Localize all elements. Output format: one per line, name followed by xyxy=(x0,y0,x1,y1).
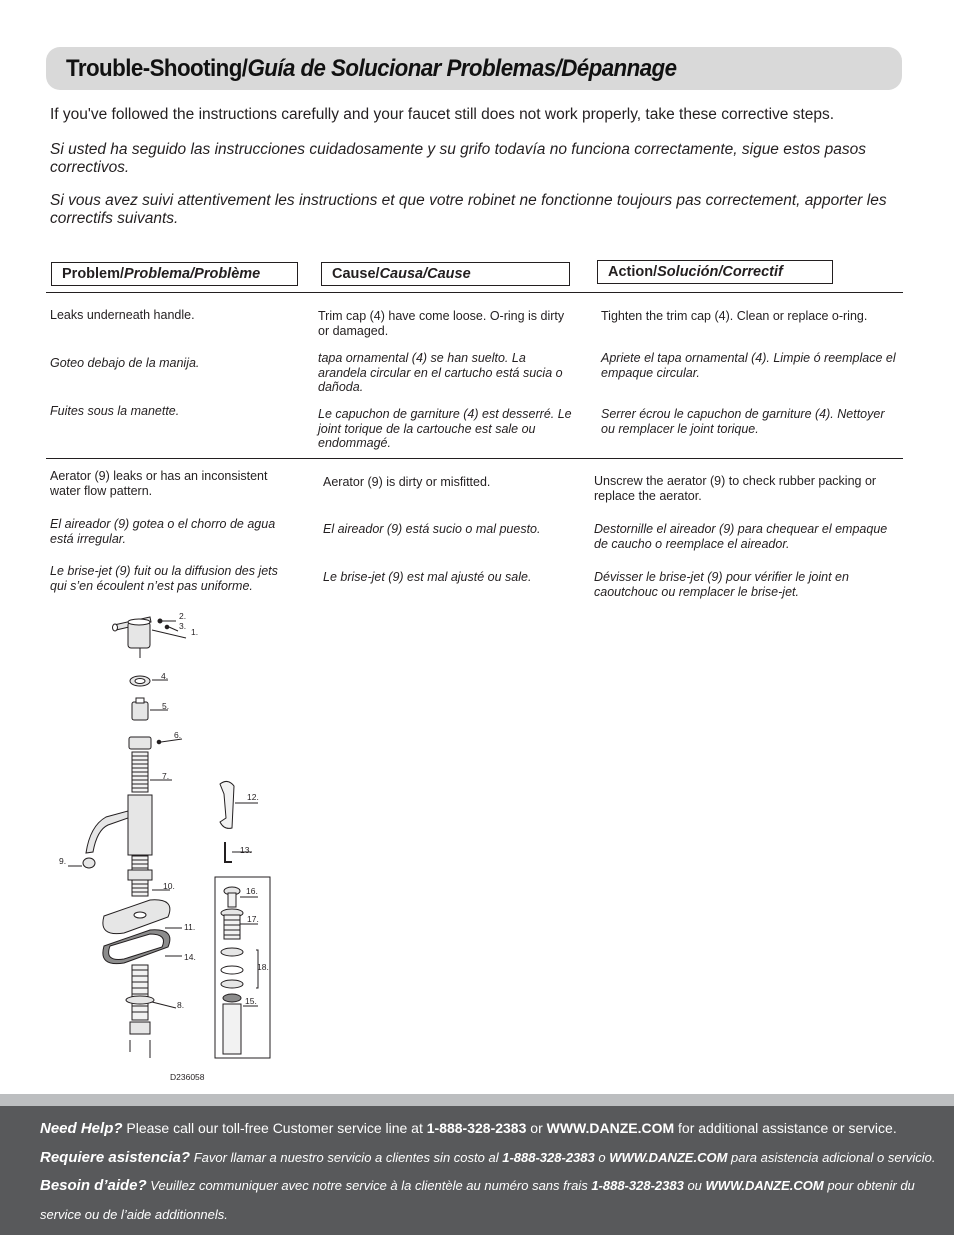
row1-action-es: Apriete el tapa ornamental (4). Limpie ó reemplace el empaque circular. xyxy=(601,351,896,380)
callout-9: 9. xyxy=(59,856,67,866)
callout-10: 10. xyxy=(163,881,175,891)
table-divider-top xyxy=(46,292,903,293)
header-action: Action/Solución/Correctif xyxy=(597,260,833,284)
intro-english: If you've followed the instructions carefully and your faucet still does not work properly, take these corrective steps. xyxy=(50,106,835,123)
callout-17: 17. xyxy=(247,914,259,924)
callout-14: 14. xyxy=(184,952,196,962)
callout-4: 4. xyxy=(161,671,169,681)
help-line-english: Need Help? Please call our toll-free Customer service line at 1-888-328-2383 or WWW.DANZE.COM for additional assistance or service. xyxy=(40,1120,897,1137)
help-phone-es: 1-888-328-2383 xyxy=(502,1150,595,1165)
callout-13: 13. xyxy=(240,845,252,855)
row2-problem-es: El aireador (9) gotea o el chorro de agua está irregular. xyxy=(50,517,276,546)
callout-16: 16. xyxy=(246,886,258,896)
callout-5: 5. xyxy=(162,701,170,711)
help-phone-fr: 1-888-328-2383 xyxy=(591,1178,684,1193)
diagram-code: D236058 xyxy=(170,1072,205,1080)
callout-18: 18. xyxy=(257,962,269,972)
callout-7: 7. xyxy=(162,771,170,781)
row2-action-es: Destornille el aireador (9) para chequear el empaque de caucho o reemplace el aireador. xyxy=(594,522,888,551)
row1-action-en: Tighten the trim cap (4). Clean or replace o-ring. xyxy=(601,309,868,323)
callout-11: 11. xyxy=(184,922,196,932)
row1-problem-fr: Fuites sous la manette. xyxy=(50,404,180,418)
callout-15: 15. xyxy=(245,996,257,1006)
header-problem: Problem/Problema/Problème xyxy=(51,262,298,286)
row1-cause-en: Trim cap (4) have come loose. O-ring is dirty or damaged. xyxy=(318,309,565,338)
row1-problem-en: Leaks underneath handle. xyxy=(50,308,195,322)
row2-action-fr: Dévisser le brise-jet (9) pour vérifier le joint en caoutchouc ou remplacer le brise-jet. xyxy=(594,570,849,599)
row2-action-en: Unscrew the aerator (9) to check rubber packing or replace the aerator. xyxy=(594,474,877,503)
help-line-french: Besoin d’aide? Veuillez communiquer avec notre service à la clientèle au numéro sans frais 1-888-328-2383 ou WWW.DANZE.COM pour obtenir du xyxy=(40,1177,915,1194)
intro-spanish: Si usted ha seguido las instrucciones cuidadosamente y su grifo todavía no funciona correctamente, sigue estos pasos correctivos. xyxy=(50,141,866,176)
row1-action-fr: Serrer écrou le capuchon de garniture (4). Nettoyer ou remplacer le joint torique. xyxy=(601,407,885,436)
callout-12: 12. xyxy=(247,792,259,802)
callout-1: 1. xyxy=(191,627,199,637)
page-title: Trouble-Shooting/Guía de Solucionar Problemas/Dépannage xyxy=(66,55,677,82)
help-line-french-cont: service ou de l’aide additionnels. xyxy=(40,1207,228,1222)
row2-cause-fr: Le brise-jet (9) est mal ajusté ou sale. xyxy=(323,570,532,584)
help-line-spanish: Requiere asistencia? Favor llamar a nuestro servicio a clientes sin costo al 1-888-328-2383 o WWW.DANZE.COM para asistencia adicional o servicio. xyxy=(40,1149,936,1166)
help-website-fr[interactable]: WWW.DANZE.COM xyxy=(705,1178,824,1193)
row1-cause-es: tapa ornamental (4) se han suelto. La arandela circular en el cartucho está sucia o dañoda. xyxy=(318,351,563,394)
callout-6: 6. xyxy=(174,730,182,740)
faucet-parts-diagram xyxy=(40,600,300,1080)
help-phone-en: 1-888-328-2383 xyxy=(426,1120,527,1136)
row1-cause-fr: Le capuchon de garniture (4) est desserré. Le joint torique de la cartouche est sale ou endommagé. xyxy=(318,407,572,450)
help-website-en[interactable]: WWW.DANZE.COM xyxy=(546,1120,675,1136)
row1-problem-es: Goteo debajo de la manija. xyxy=(50,356,200,370)
intro-french: Si vous avez suivi attentivement les instructions et que votre robinet ne fonctionne toujours pas correctement, apporter les correctifs suivants. xyxy=(50,192,887,227)
row2-cause-es: El aireador (9) está sucio o mal puesto. xyxy=(323,522,541,536)
header-cause: Cause/Causa/Cause xyxy=(321,262,570,286)
footer-strip xyxy=(0,1094,954,1106)
callout-8: 8. xyxy=(177,1000,185,1010)
help-website-es[interactable]: WWW.DANZE.COM xyxy=(609,1150,728,1165)
row2-problem-en: Aerator (9) leaks or has an inconsistent water flow pattern. xyxy=(50,469,268,498)
callout-3: 3. xyxy=(179,621,187,631)
row2-problem-fr: Le brise-jet (9) fuit ou la diffusion des jets qui s’en écoulent n’est pas uniforme. xyxy=(50,564,278,593)
row2-cause-en: Aerator (9) is dirty or misfitted. xyxy=(323,475,491,489)
table-divider-middle xyxy=(46,458,903,459)
callout-2: 2. xyxy=(179,611,187,621)
